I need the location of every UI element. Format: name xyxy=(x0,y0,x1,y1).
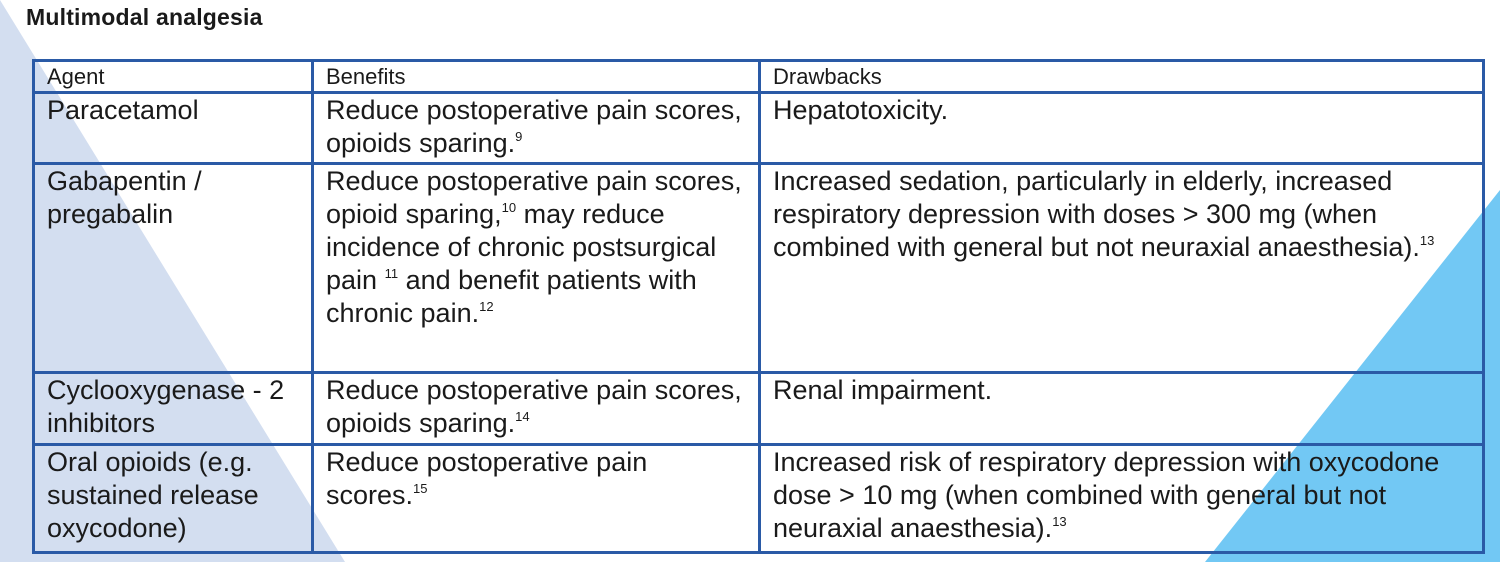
agent-text: Paracetamol xyxy=(47,94,199,125)
agent-text: Oral opioids (e.g. sustained release oxycodone) xyxy=(47,446,259,543)
benefits-text: may reduce incidence of chronic postsurgical pain xyxy=(326,199,717,296)
table-header-row xyxy=(34,61,1484,93)
benefits-text: Reduce postoperative pain scores, opioid sparing, xyxy=(326,166,742,230)
drawbacks-text: Increased risk of respiratory depression with oxycodone dose > 10 mg (when combined with general but not neuraxial anaesthesia). xyxy=(773,446,1440,543)
agent-text: Cyclooxygenase - 2 inhibitors xyxy=(47,374,285,438)
header-drawbacks: Drawbacks xyxy=(760,61,1484,93)
agent-cell xyxy=(34,372,313,444)
page-title: Multimodal analgesia xyxy=(26,4,263,30)
reference-number: 13 xyxy=(1419,233,1435,249)
table-row xyxy=(34,92,1484,164)
table-row xyxy=(34,372,1484,444)
reference-number: 12 xyxy=(479,299,494,315)
reference-number: 9 xyxy=(515,128,523,144)
benefits-cell xyxy=(313,372,760,444)
benefits-cell xyxy=(313,164,760,373)
benefits-cell xyxy=(313,92,760,164)
analgesia-table xyxy=(32,59,1485,554)
agent-cell xyxy=(34,164,313,373)
header-benefits: Benefits xyxy=(313,61,760,93)
drawbacks-cell xyxy=(760,444,1484,552)
reference-number: 15 xyxy=(413,480,428,496)
agent-text: Gabapentin / pregabalin xyxy=(47,166,202,230)
reference-number: 13 xyxy=(1052,513,1067,529)
reference-number: 10 xyxy=(501,200,517,216)
drawbacks-cell xyxy=(760,92,1484,164)
drawbacks-text: Increased sedation, particularly in elderly, increased respiratory depression with doses > 300 mg (when combined with general but not neuraxial anaesthesia). xyxy=(773,166,1420,263)
drawbacks-text: Hepatotoxicity. xyxy=(773,94,949,125)
benefits-text: and benefit patients with chronic pain. xyxy=(326,265,697,329)
agent-cell xyxy=(34,92,313,164)
drawbacks-cell xyxy=(760,372,1484,444)
benefits-text: Reduce postoperative pain scores, opioids sparing. xyxy=(326,94,742,158)
agent-cell xyxy=(34,444,313,552)
drawbacks-cell xyxy=(760,164,1484,373)
benefits-text: Reduce postoperative pain scores, opioids sparing. xyxy=(326,374,742,438)
header-agent: Agent xyxy=(34,61,313,93)
benefits-text: Reduce postoperative pain scores. xyxy=(326,446,648,510)
table-row xyxy=(34,444,1484,552)
reference-number: 11 xyxy=(384,266,399,282)
reference-number: 14 xyxy=(515,408,530,424)
table-row xyxy=(34,164,1484,373)
drawbacks-text: Renal impairment. xyxy=(773,374,993,405)
benefits-cell xyxy=(313,444,760,552)
